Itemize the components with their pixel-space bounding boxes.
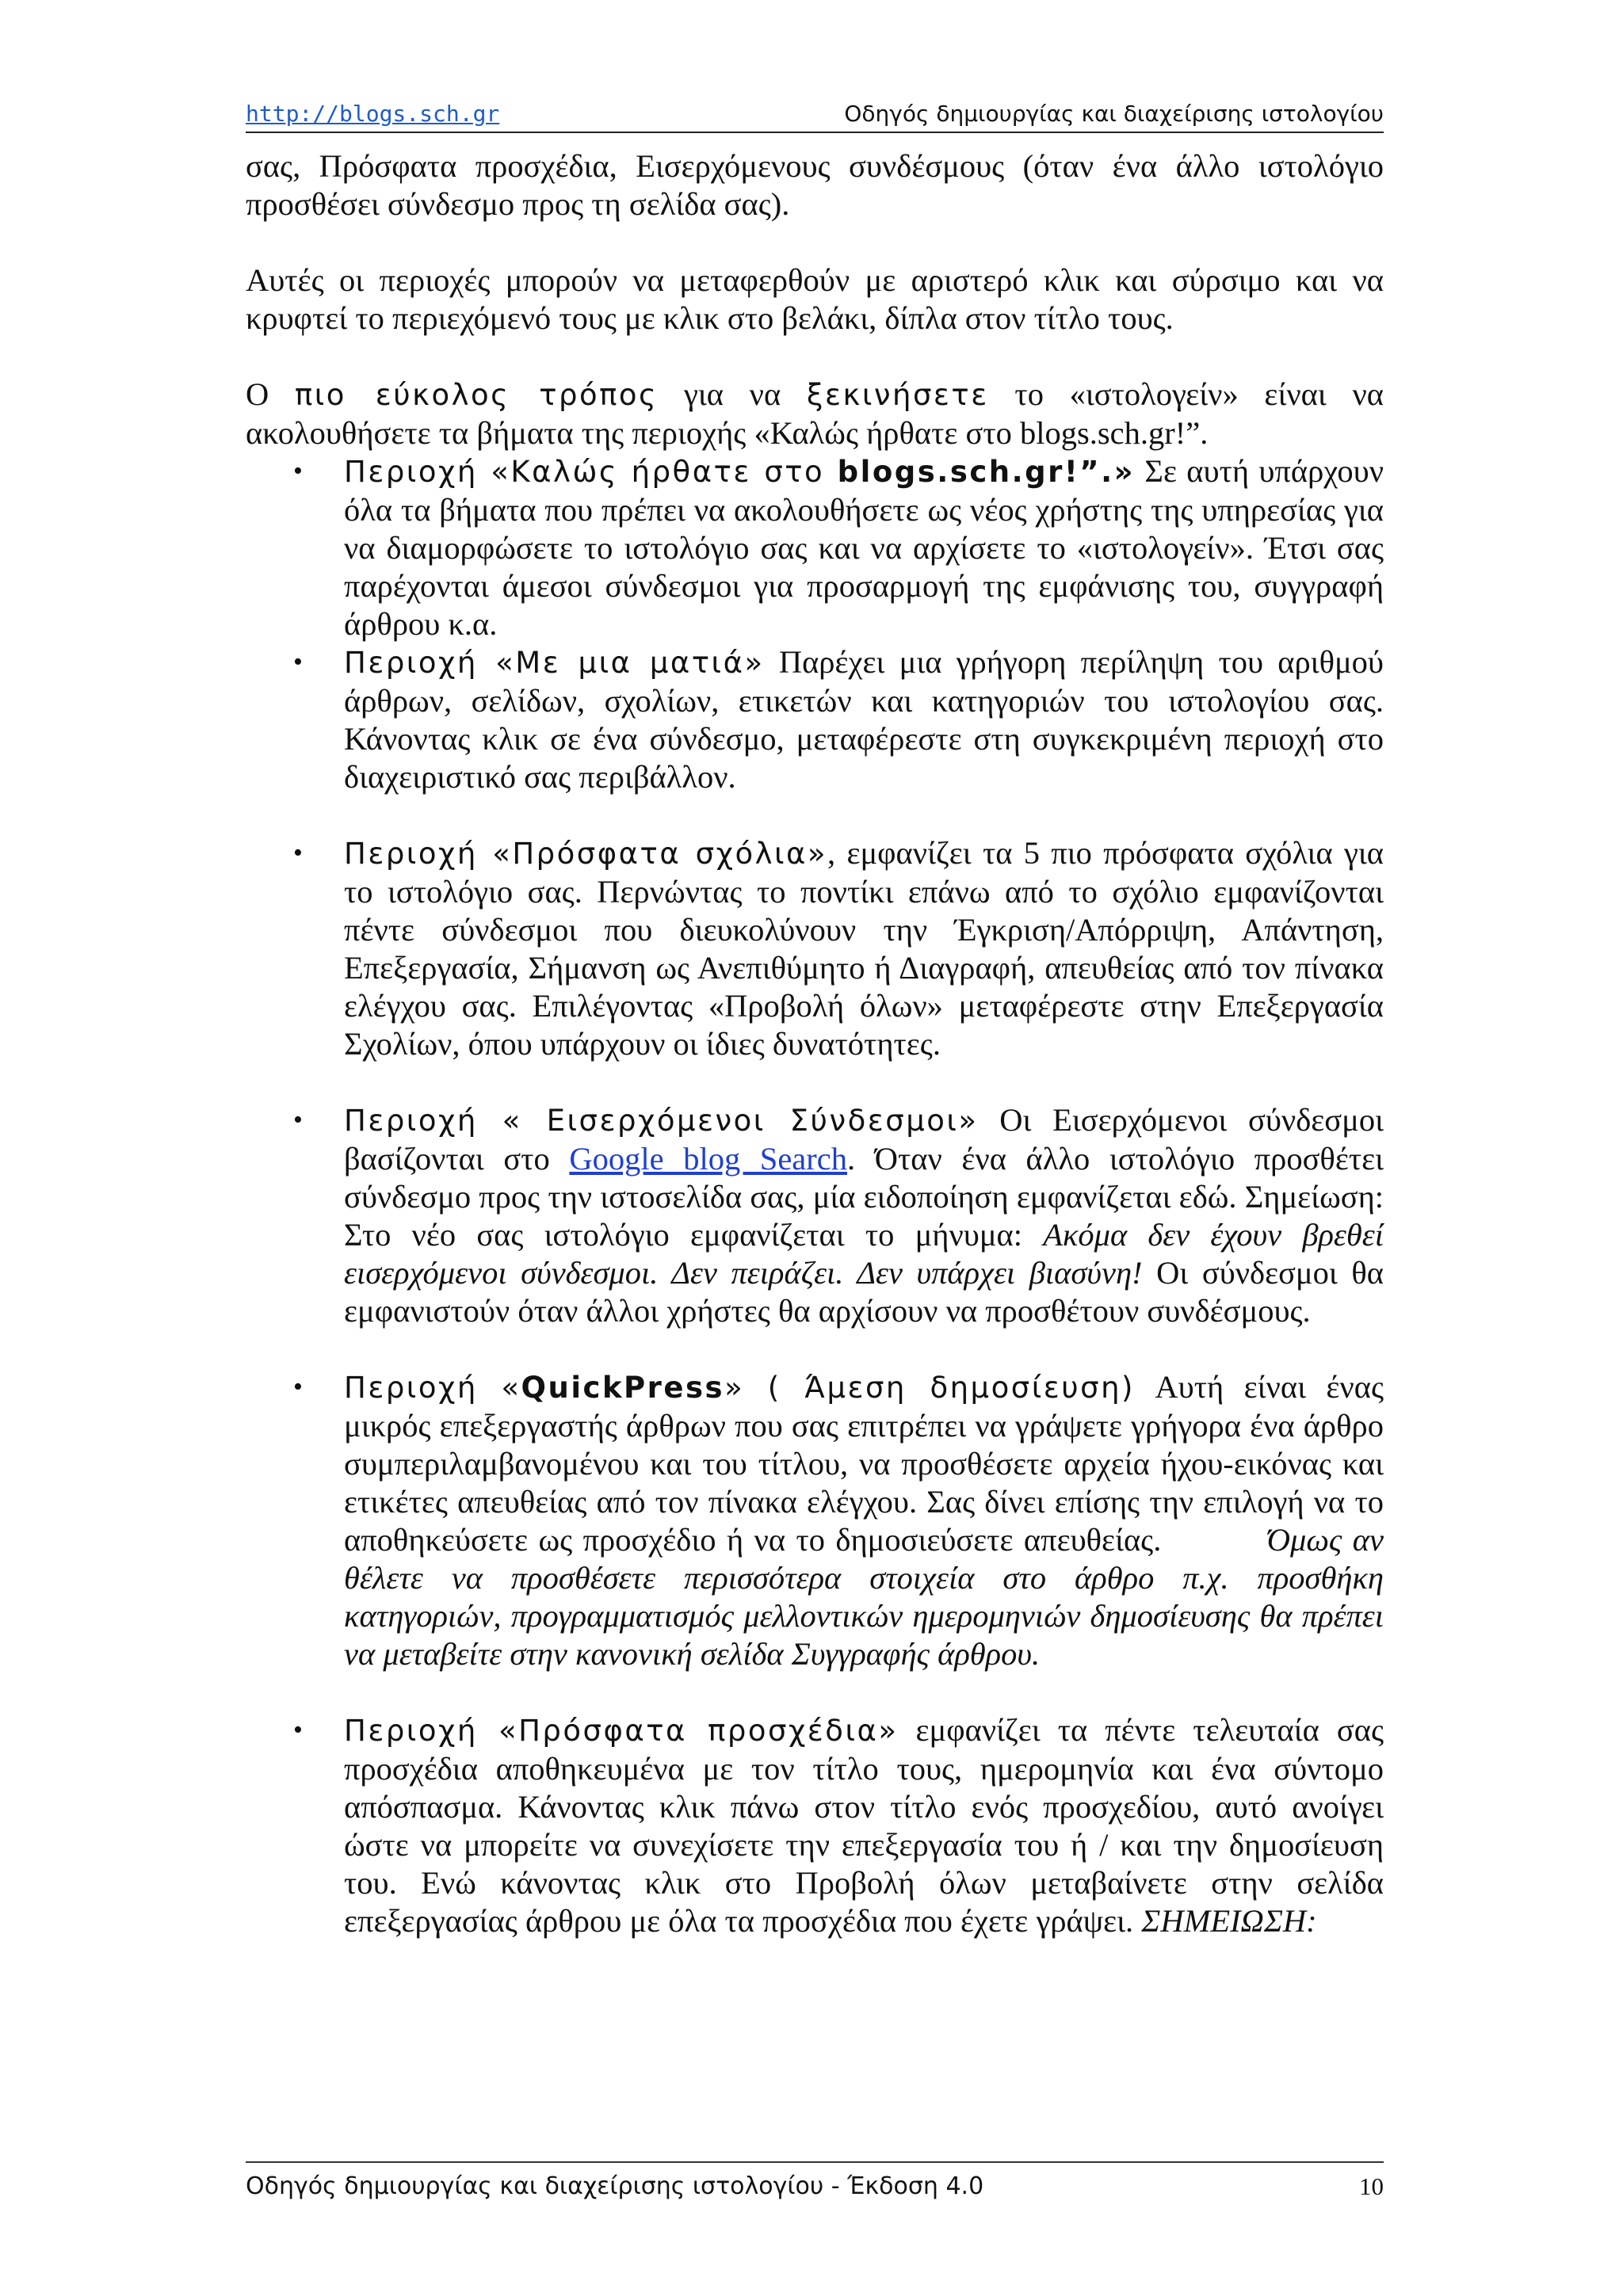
paragraph-easiest-way (246, 376, 1384, 452)
item-text: Παρέχει μια γρήγορη περίληψη του αριθμού άρθρων, σελίδων, σχολίων, ετικετών και κατηγοριών του ιστολογίου σας. Κάνοντας κλικ σε ένα σύνδεσμο, μεταφέρεστε στη συγκεκριμένη περιοχή στο διαχειριστικό σας περιβάλλον. (344, 644, 1384, 795)
page-body (246, 147, 1384, 1940)
item-heading-bold: blogs.sch.gr!”.» (837, 455, 1136, 489)
para3-term2: ξεκινήσετε (806, 378, 989, 412)
item-italic-message: Ακόμα δεν έχουν βρεθεί εισερχόμενοι σύνδεσμοι. Δεν πειράζει. Δεν υπάρχει βιασύνη! (344, 1217, 1384, 1291)
para3-rest: το «ιστολογείν» είναι να ακολουθήσετε τα βήματα της περιοχής «Καλώς ήρθατε στο blogs.sch.gr!”. (246, 376, 1384, 451)
item-italic-note: ΣΗΜΕΙΩΣΗ: (1141, 1903, 1317, 1939)
list-item-recent-drafts (246, 1711, 1384, 1940)
item-heading: Περιοχή « (344, 1371, 521, 1405)
paragraph-areas: Αυτές οι περιοχές μπορούν να μεταφερθούν με αριστερό κλικ και σύρσιμο και να κρυφτεί το περιεχόμενό τους με κλικ στο βελάκι, δίπλα στον τίτλο τους. (246, 262, 1384, 336)
areas-list (246, 452, 1384, 1940)
item-heading-bold: QuickPress (521, 1371, 725, 1405)
header-link[interactable]: http://blogs.sch.gr (246, 101, 500, 127)
bullet-icon: • (293, 1372, 303, 1402)
bullet-icon: • (293, 838, 303, 868)
list-item-at-a-glance (246, 643, 1384, 796)
page-header (246, 93, 1384, 133)
page-footer (246, 2161, 1384, 2206)
item-text-b: . Όταν ένα άλλο ιστολόγιο προσθέτει σύνδεσμο προς την ιστοσελίδα σας, μία ειδοποίηση εμφανίζεται εδώ. Σημείωση: Στο νέο σας ιστολόγιο εμφανίζεται το μήνυμα: (344, 1141, 1384, 1253)
item-text-c: Οι σύνδεσμοι θα εμφανιστούν όταν άλλοι χρήστες θα αρχίσουν να προσθέτουν συνδέσμους. (344, 1255, 1384, 1329)
list-item-welcome (246, 452, 1384, 643)
bullet-icon: • (293, 647, 303, 677)
para3-middle: για να (658, 376, 807, 412)
google-blog-search-link[interactable]: Google blog Search (569, 1141, 847, 1177)
para3-term1: πιο εύκολος τρόπος (294, 378, 659, 412)
list-item-incoming-links (246, 1101, 1384, 1330)
item-heading: Περιοχή « Εισερχόμενοι Σύνδεσμοι» (344, 1104, 979, 1138)
item-text: εμφανίζει τα πέντε τελευταία σας προσχέδια αποθηκευμένα με τον τίτλο τους, ημερομηνία και ένα σύντομο απόσπασμα. Κάνοντας κλικ πάνω στον τίτλο ενός προσχεδίου, αυτό ανοίγει ώστε να μπορείτε να συνεχίσετε την επεξεργασία του ή / και την δημοσίευση του. Ενώ κάνοντας κλικ στο Προβολή όλων μεταβαίνετε στην σελίδα επεξεργασίας άρθρου με όλα τα προσχέδια που έχετε γράψει. (344, 1712, 1384, 1939)
item-heading: Περιοχή «Καλώς ήρθατε στο (344, 455, 838, 489)
paragraph-continuation: σας, Πρόσφατα προσχέδια, Εισερχόμενους συνδέσμους (όταν ένα άλλο ιστολόγιο προσθέσει σύνδεσμο προς τη σελίδα σας). (246, 148, 1384, 222)
item-text: Αυτή είναι ένας μικρός επεξεργαστής άρθρων που σας επιτρέπει να γράψετε γρήγορα ένα άρθρο συμπεριλαμβανομένου και του τίτλου, να προσθέσετε αρχεία ήχου-εικόνας και ετικέτες απευθείας από τον πίνακα ελέγχου. Σας δίνει επίσης την επιλογή να το αποθηκεύσετε ως προσχέδιο ή να το δημοσιεύσετε απευθείας. (344, 1369, 1384, 1558)
item-text-a: Οι Εισερχόμενοι σύνδεσμοι βασίζονται στο (344, 1102, 1384, 1177)
list-item-quickpress (246, 1368, 1384, 1673)
item-heading: Περιοχή «Με μια ματιά» (344, 646, 765, 680)
para3-prefix: Ο (246, 376, 295, 412)
list-item-recent-comments (246, 834, 1384, 1063)
item-text: , εμφανίζει τα 5 πιο πρόσφατα σχόλια για το ιστολόγιο σας. Περνώντας το ποντίκι επάνω από το σχόλιο εμφανίζονται πέντε σύνδεσμοι που διευκολύνουν την Έγκριση/Απόρριψη, Απάντηση, Επεξεργασία, Σήμανση ως Ανεπιθύμητο ή Διαγραφή, απευθείας από τον πίνακα ελέγχου σας. Επιλέγοντας «Προβολή όλων» μεταφέρεστε στην Επεξεργασία Σχολίων, όπου υπάρχουν οι ίδιες δυνατότητες. (344, 835, 1384, 1062)
page-number: 10 (1359, 2172, 1384, 2200)
item-heading: Περιοχή «Πρόσφατα προσχέδια» (344, 1714, 899, 1748)
bullet-icon: • (293, 456, 303, 486)
header-title: Οδηγός δημιουργίας και διαχείρισης ιστολογίου (844, 101, 1384, 127)
item-heading-end: » ( Άμεση δημοσίευση) (724, 1371, 1135, 1405)
bullet-icon: • (293, 1715, 303, 1745)
item-italic-note: Όμως αν θέλετε να προσθέσετε περισσότερα στοιχεία στο άρθρο π.χ. προσθήκη κατηγοριών, προγραμματισμός μελλοντικών ημερομηνιών δημοσίευσης θα πρέπει να μεταβείτε στην κανονική σελίδα Συγγραφής άρθρου. (344, 1522, 1384, 1672)
item-text: Σε αυτή υπάρχουν όλα τα βήματα που πρέπει να ακολουθήσετε ως νέος χρήστης της υπηρεσίας για να διαμορφώσετε το ιστολόγιο σας και να αρχίσετε το «ιστολογείν». Έτσι σας παρέχονται άμεσοι σύνδεσμοι για προσαρμογή της εμφάνισης του, συγγραφή άρθρου κ.α. (344, 453, 1384, 642)
item-heading: Περιοχή «Πρόσφατα σχόλια» (344, 837, 828, 871)
footer-title: Οδηγός δημιουργίας και διαχείρισης ιστολογίου - Έκδοση 4.0 (246, 2172, 984, 2200)
bullet-icon: • (293, 1105, 303, 1135)
